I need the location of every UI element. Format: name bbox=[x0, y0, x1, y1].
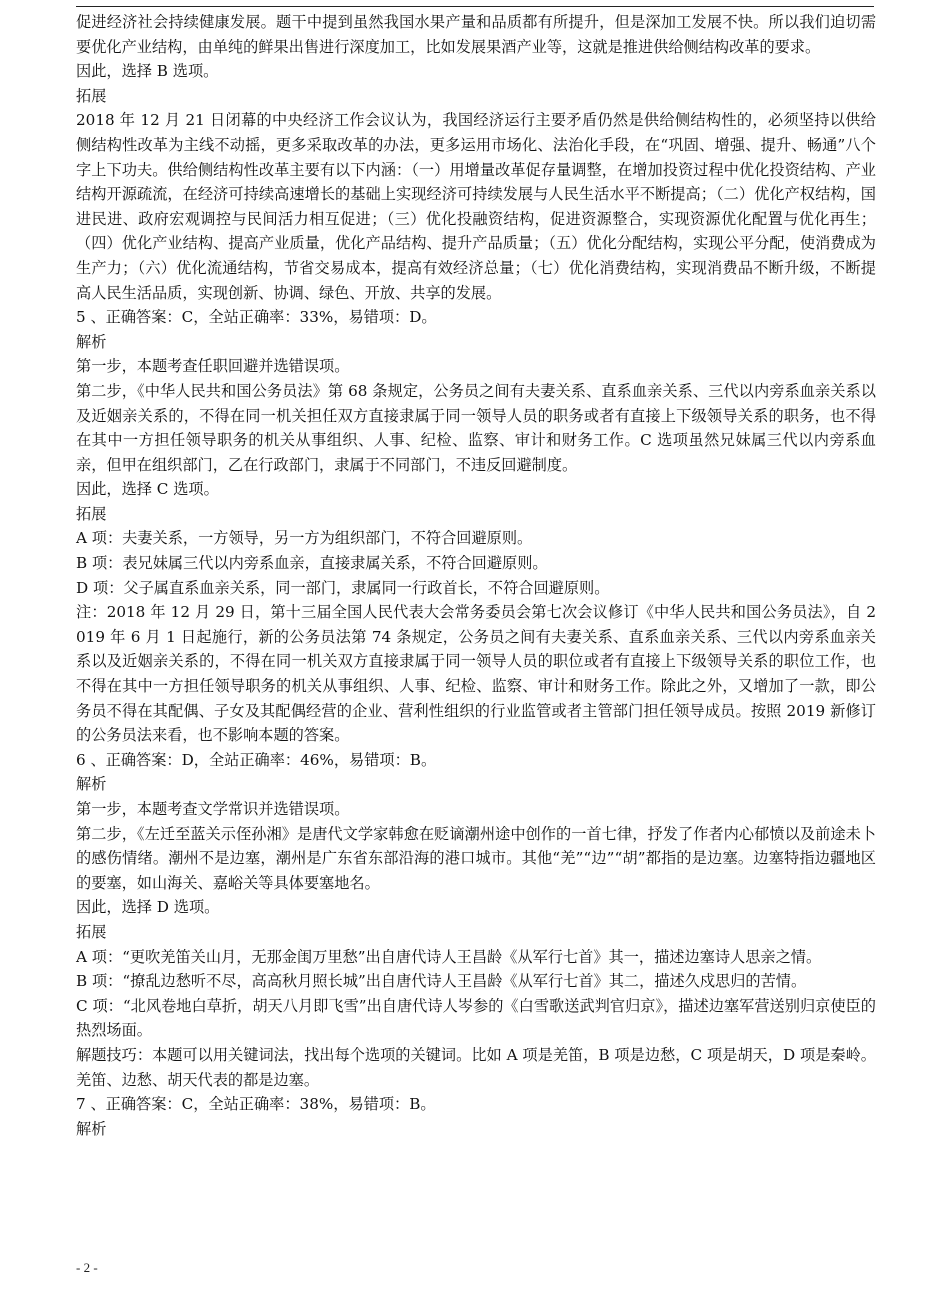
question-answer-line: 7 、正确答案：C，全站正确率：38%，易错项：B。 bbox=[76, 1095, 436, 1114]
section-heading: 解析 bbox=[76, 775, 107, 794]
paragraph: 2018 年 12 月 21 日闭幕的中央经济工作会议认为，我国经济运行主要矛盾仍然是供给侧结构性的，必须坚持以供给侧结构性改革为主线不动摇，更多采取改革的办法，更多运用市场化、法治化手段，在“巩固、增强、提升、畅通”八个字上下功夫。供给侧结构性改革主要有以下内涵：（一）用增量改革促存量调整，在增加投资过程中优化投资结构、产业结构开源疏流，在经济可持续高速增长的基础上实现经济可持续发展与人民生活水平不断提高；（二）优化产权结构，国进民进、政府宏观调控与民间活力相互促进；（三）优化投融资结构，促进资源整合，实现资源优化配置与优化再生；（四）优化产业结构、提高产业质量，优化产品结构、提升产品质量；（五）优化分配结构，实现公平分配，使消费成为生产力；（六）优化流通结构，节省交易成本，提高有效经济总量；（七）优化消费结构，实现消费品不断升级，不断提高人民生活品质，实现创新、协调、绿色、开放、共享的发展。 bbox=[76, 111, 876, 302]
paragraph: 第一步，本题考查任职回避并选错误项。 bbox=[76, 357, 350, 376]
note-paragraph: 注：2018 年 12 月 29 日，第十三届全国人民代表大会常务委员会第七次会议修订《中华人民共和国公务员法》，自 2019 年 6 月 1 日起施行，新的公务员法第 74 条规定，公务员之间有夫妻关系、直系血亲关系、三代以内旁系血亲关系以及近姻亲关系的，不得在同一机关双方直接隶属于同一领导人员的职位或者有直接上下级领导关系的职位工作，也不得在其中一方担任领导职务的机关从事组织、人事、纪检、监察、审计和财务工作。除此之外，又增加了一款，即公务员不得在其配偶、子女及其配偶经营的企业、营利性组织的行业监管或者主管部门担任领导成员。按照 2019 新修订的公务员法来看，也不影响本题的答案。 bbox=[76, 603, 876, 745]
paragraph: 促进经济社会持续健康发展。题干中提到虽然我国水果产量和品质都有所提升，但是深加工发展不快。所以我们迫切需要优化产业结构，由单纯的鲜果出售进行深度加工，比如发展果酒产业等，这就是推进供给侧结构改革的要求。 bbox=[76, 13, 876, 56]
section-heading: 解析 bbox=[76, 1119, 107, 1138]
header-rule bbox=[76, 6, 874, 7]
section-heading: 解析 bbox=[76, 332, 107, 351]
option-explanation: A 项：夫妻关系，一方领导，另一方为组织部门，不符合回避原则。 bbox=[76, 529, 533, 548]
question-answer-line: 5 、正确答案：C，全站正确率：33%，易错项：D。 bbox=[76, 308, 437, 327]
paragraph: 因此，选择 C 选项。 bbox=[76, 480, 219, 499]
section-heading: 拓展 bbox=[76, 86, 107, 105]
option-explanation: B 项：表兄妹属三代以内旁系血亲，直接隶属关系，不符合回避原则。 bbox=[76, 554, 548, 573]
question-answer-line: 6 、正确答案：D，全站正确率：46%，易错项：B。 bbox=[76, 750, 437, 769]
paragraph: 第一步，本题考查文学常识并选错误项。 bbox=[76, 800, 350, 818]
option-explanation: B 项：“撩乱边愁听不尽，高高秋月照长城”出自唐代诗人王昌龄《从军行七首》其二，描述久戍思归的苦情。 bbox=[76, 972, 807, 991]
tip-paragraph: 解题技巧：本题可以用关键词法，找出每个选项的关键词。比如 A 项是羌笛，B 项是边愁，C 项是胡天，D 项是秦岭。羌笛、边愁、胡天代表的都是边塞。 bbox=[76, 1045, 876, 1089]
section-heading: 拓展 bbox=[76, 922, 107, 941]
option-explanation: D 项：父子属直系血亲关系，同一部门，隶属同一行政首长，不符合回避原则。 bbox=[76, 578, 610, 597]
paragraph: 第二步，《左迁至蓝关示侄孙湘》是唐代文学家韩愈在贬谪潮州途中创作的一首七律，抒发了作者内心郁愤以及前途未卜的感伤情绪。潮州不是边塞，潮州是广东省东部沿海的港口城市。其他“羌”“边”“胡”都指的是边塞。边塞特指边疆地区的要塞，如山海关、嘉峪关等具体要塞地名。 bbox=[76, 824, 876, 892]
paragraph: 因此，选择 B 选项。 bbox=[76, 62, 219, 81]
option-explanation: A 项：“更吹羌笛关山月，无那金闺万里愁”出自唐代诗人王昌龄《从军行七首》其一，描述边塞诗人思亲之情。 bbox=[76, 947, 822, 966]
document-body bbox=[76, 10, 876, 1141]
section-heading: 拓展 bbox=[76, 504, 107, 523]
paragraph: 因此，选择 D 选项。 bbox=[76, 898, 220, 917]
paragraph: 第二步，《中华人民共和国公务员法》第 68 条规定，公务员之间有夫妻关系、直系血亲关系、三代以内旁系血亲关系以及近姻亲关系的，不得在同一机关担任双方直接隶属于同一领导人员的职务或者有直接上下级领导关系的职务，也不得在其中一方担任领导职务的机关从事组织、人事、纪检、监察、审计和财务工作。C 选项虽然兄妹属三代以内旁系血亲，但甲在组织部门，乙在行政部门，隶属于不同部门，不违反回避制度。 bbox=[76, 381, 876, 474]
option-explanation: C 项：“北风卷地白草折，胡天八月即飞雪”出自唐代诗人岑参的《白雪歌送武判官归京》，描述边塞军营送别归京使臣的热烈场面。 bbox=[76, 996, 876, 1040]
page-number: - 2 - bbox=[76, 1260, 98, 1275]
